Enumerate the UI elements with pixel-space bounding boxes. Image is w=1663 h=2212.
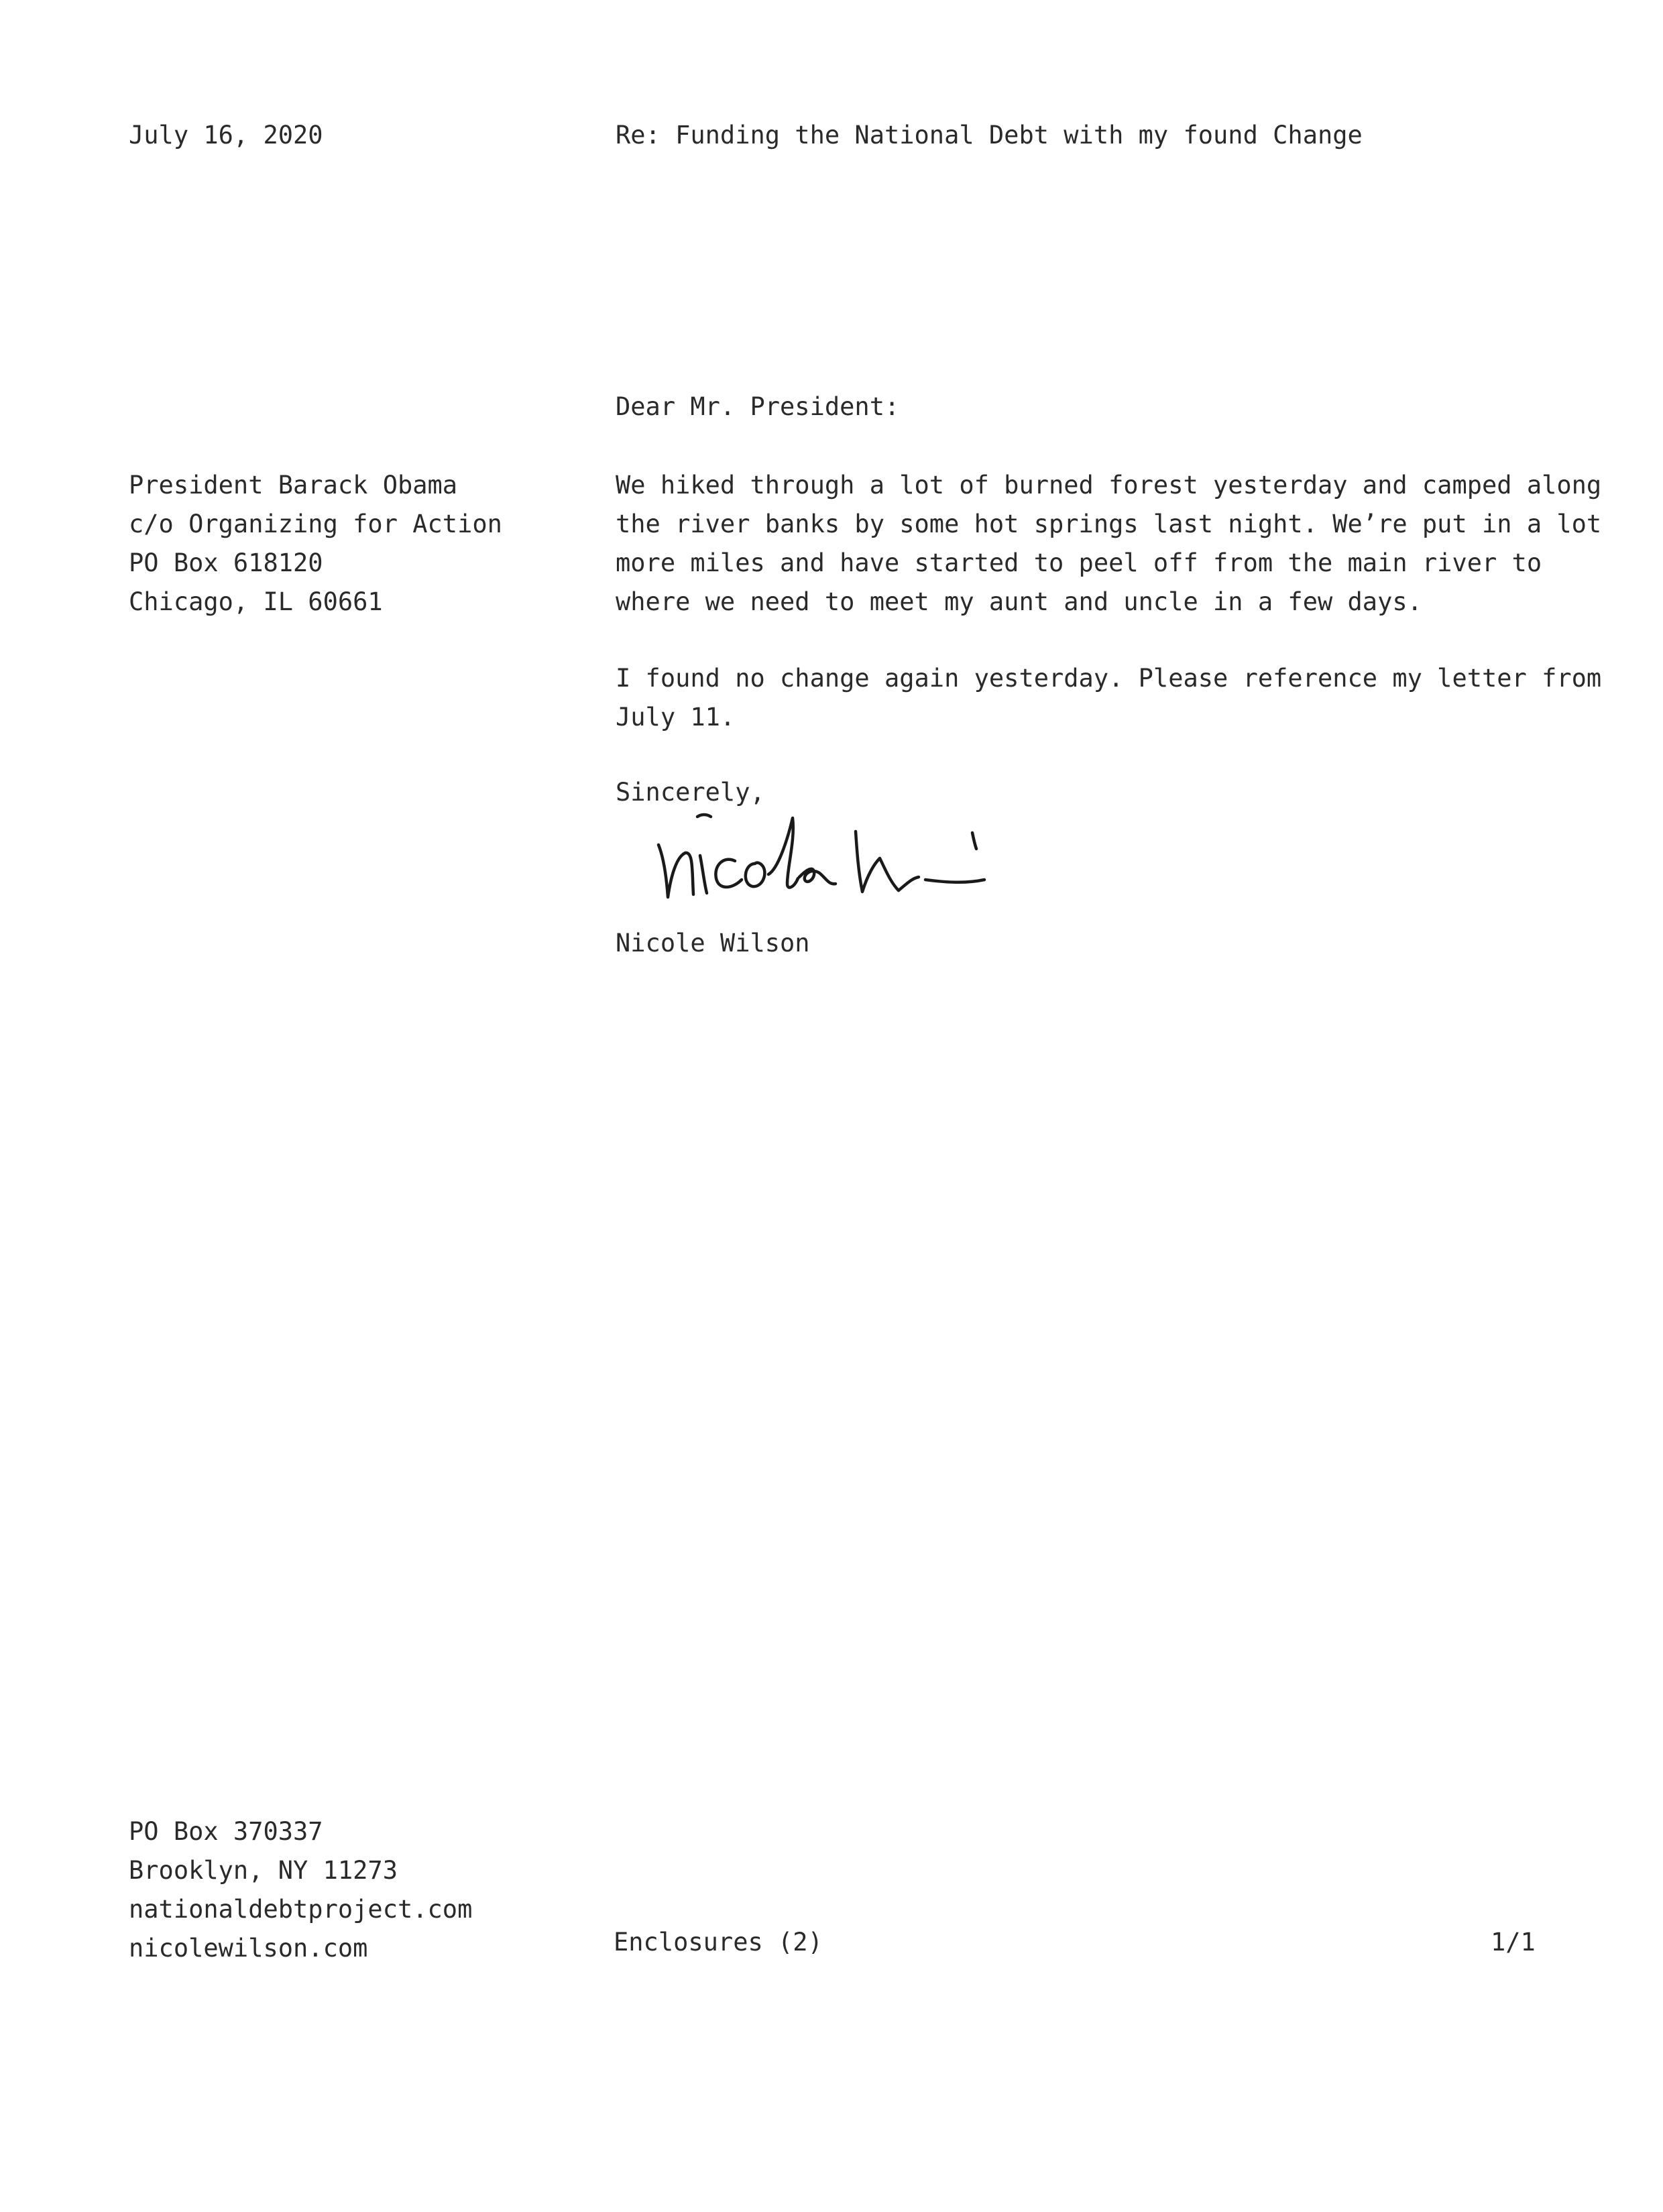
salutation: Dear Mr. President: [616,392,900,421]
page-number: 1/1 [1491,1928,1536,1957]
closing: Sincerely, [616,778,765,807]
body-line: the river banks by some hot springs last night. We’re put in a lot [616,510,1602,538]
letter-date: July 16, 2020 [129,121,323,150]
letter-subject: Re: Funding the National Debt with my found Change [616,121,1363,150]
sender-line: PO Box 370337 [129,1817,323,1846]
recipient-line: Chicago, IL 60661 [129,587,383,616]
sender-website: nationaldebtproject.com [129,1895,473,1924]
body-paragraph-2 [616,659,1601,737]
sender-website: nicolewilson.com [129,1934,368,1963]
body-line: We hiked through a lot of burned forest yesterday and camped along [616,471,1602,500]
body-line: where we need to meet my aunt and uncle in a few days. [616,587,1422,616]
signer-name: Nicole Wilson [616,929,810,957]
handwritten-signature [644,805,992,905]
body-line: more miles and have started to peel off from the main river to [616,548,1542,577]
enclosures-note: Enclosures (2) [614,1928,823,1957]
body-line: July 11. [616,703,736,732]
recipient-line: c/o Organizing for Action [129,510,502,538]
body-paragraph-1 [616,466,1601,622]
recipient-line: PO Box 618120 [129,548,323,577]
sender-address [129,1812,472,1968]
sender-line: Brooklyn, NY 11273 [129,1856,398,1885]
recipient-address [129,466,502,622]
recipient-line: President Barack Obama [129,471,458,500]
body-line: I found no change again yesterday. Please reference my letter from [616,664,1602,693]
